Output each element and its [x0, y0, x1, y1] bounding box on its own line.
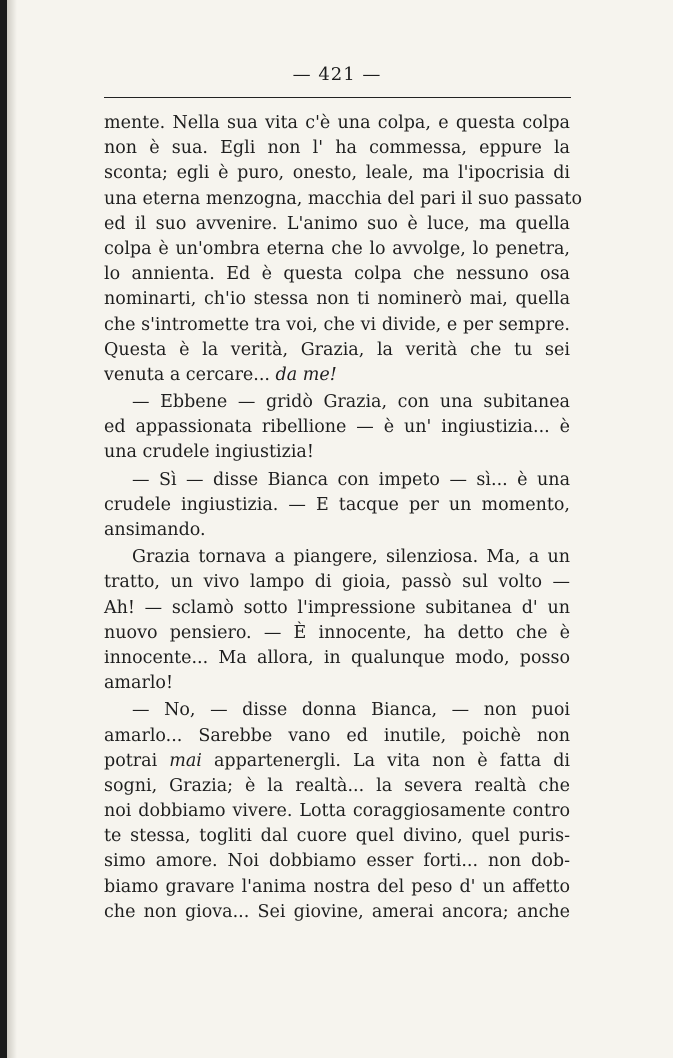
page-number: — 421 —	[292, 64, 382, 85]
line-text: te stessa, togliti dal cuore quel divino, quel puris-	[104, 826, 570, 847]
line-text: biamo gravare l'anima nostra del peso d' un affetto	[104, 876, 570, 897]
text-line	[104, 136, 570, 161]
text-line	[104, 415, 570, 440]
line-text: venuta a cercare...	[104, 364, 276, 385]
text-line	[104, 900, 570, 925]
line-text: una crudele ingiustizia!	[104, 442, 314, 463]
line-text: mente. Nella sua vita c'è una colpa, e questa colpa	[104, 113, 570, 133]
line-text: nominarti, ch'io stessa non ti nominerò mai, quella	[104, 289, 570, 310]
text-line	[104, 390, 570, 415]
text-line	[104, 849, 570, 874]
line-text: — Sì — disse Bianca con impeto — sì... è una	[132, 469, 570, 490]
spine-shadow	[7, 0, 17, 1058]
line-text: ed il suo avvenire. L'animo suo è luce, ma quella	[104, 213, 570, 234]
text-line	[104, 111, 570, 136]
line-text: sconta; egli è puro, onesto, leale, ma l'ipocrisia di	[104, 163, 570, 184]
text-line	[104, 774, 570, 799]
italic-emphasis: da me!	[275, 364, 337, 385]
line-text: colpa è un'ombra eterna che lo avvolge, lo penetra,	[104, 238, 570, 259]
line-text: amarlo!	[104, 673, 173, 694]
line-text: simo amore. Noi dobbiamo esser forti... non dob-	[104, 851, 570, 872]
text-line	[104, 237, 570, 262]
line-text: non è sua. Egli non l' ha commessa, eppure la	[104, 138, 570, 159]
text-line	[104, 545, 570, 570]
line-text: Ah! — sclamò sotto l'impressione subitanea d' un	[104, 597, 570, 618]
text-line	[104, 799, 570, 824]
text-line	[104, 212, 570, 237]
line-text: — No, — disse donna Bianca, — non puoi	[132, 700, 570, 721]
italic-emphasis: mai	[169, 750, 202, 771]
text-line	[104, 824, 570, 849]
line-text: Grazia tornava a piangere, silenziosa. Ma, a un	[132, 547, 570, 568]
line-text: nuovo pensiero. — È innocente, ha detto che è	[104, 622, 570, 643]
line-text: crudele ingiustizia. — E tacque per un momento,	[104, 494, 570, 515]
line-text: lo annienta. Ed è questa colpa che nessuno osa	[104, 264, 570, 285]
line-text: sogni, Grazia; è la realtà... la severa realtà che	[104, 775, 570, 796]
line-text: ansimando.	[104, 520, 206, 540]
text-line	[104, 262, 570, 287]
text-line	[104, 646, 570, 671]
line-text: potrai	[104, 750, 170, 771]
line-text: noi dobbiamo vivere. Lotta coraggiosamente contro	[104, 801, 570, 822]
text-line	[104, 161, 570, 186]
line-text: amarlo... Sarebbe vano ed inutile, poichè non	[104, 725, 570, 746]
text-line	[104, 440, 570, 465]
text-line	[104, 596, 570, 621]
line-text: Questa è la verità, Grazia, la verità che tu sei	[104, 339, 570, 360]
line-text: — Ebbene — gridò Grazia, con una subitanea	[132, 392, 570, 413]
line-text: che s'intromette tra voi, che vi divide, e per sempre.	[104, 314, 570, 335]
text-line	[104, 518, 570, 543]
line-text: che non giova... Sei giovine, amerai ancora; anche	[104, 901, 570, 922]
text-line	[104, 875, 570, 900]
line-text: tratto, un vivo lampo di gioia, passò sul volto —	[104, 572, 570, 593]
text-line	[104, 570, 570, 595]
text-line	[104, 621, 570, 646]
text-line	[104, 338, 570, 363]
line-text: innocente... Ma allora, in qualunque modo, posso	[104, 647, 570, 668]
text-line	[104, 313, 570, 338]
line-text: appartenergli. La vita non è fatta di	[201, 750, 571, 771]
text-line	[104, 493, 570, 518]
page-body-text	[104, 111, 583, 925]
text-line	[104, 698, 570, 723]
header-rule	[104, 97, 571, 98]
text-line	[104, 363, 570, 388]
text-line	[104, 468, 570, 493]
line-text: una eterna menzogna, macchia del pari il suo passato	[104, 188, 583, 209]
text-line	[104, 724, 570, 749]
book-spine-edge	[0, 0, 7, 1058]
text-line	[104, 287, 570, 312]
text-line	[104, 671, 570, 696]
text-line	[104, 187, 583, 212]
line-text: ed appassionata ribellione — è un' ingiustizia... è	[104, 417, 570, 438]
text-line	[104, 749, 570, 774]
